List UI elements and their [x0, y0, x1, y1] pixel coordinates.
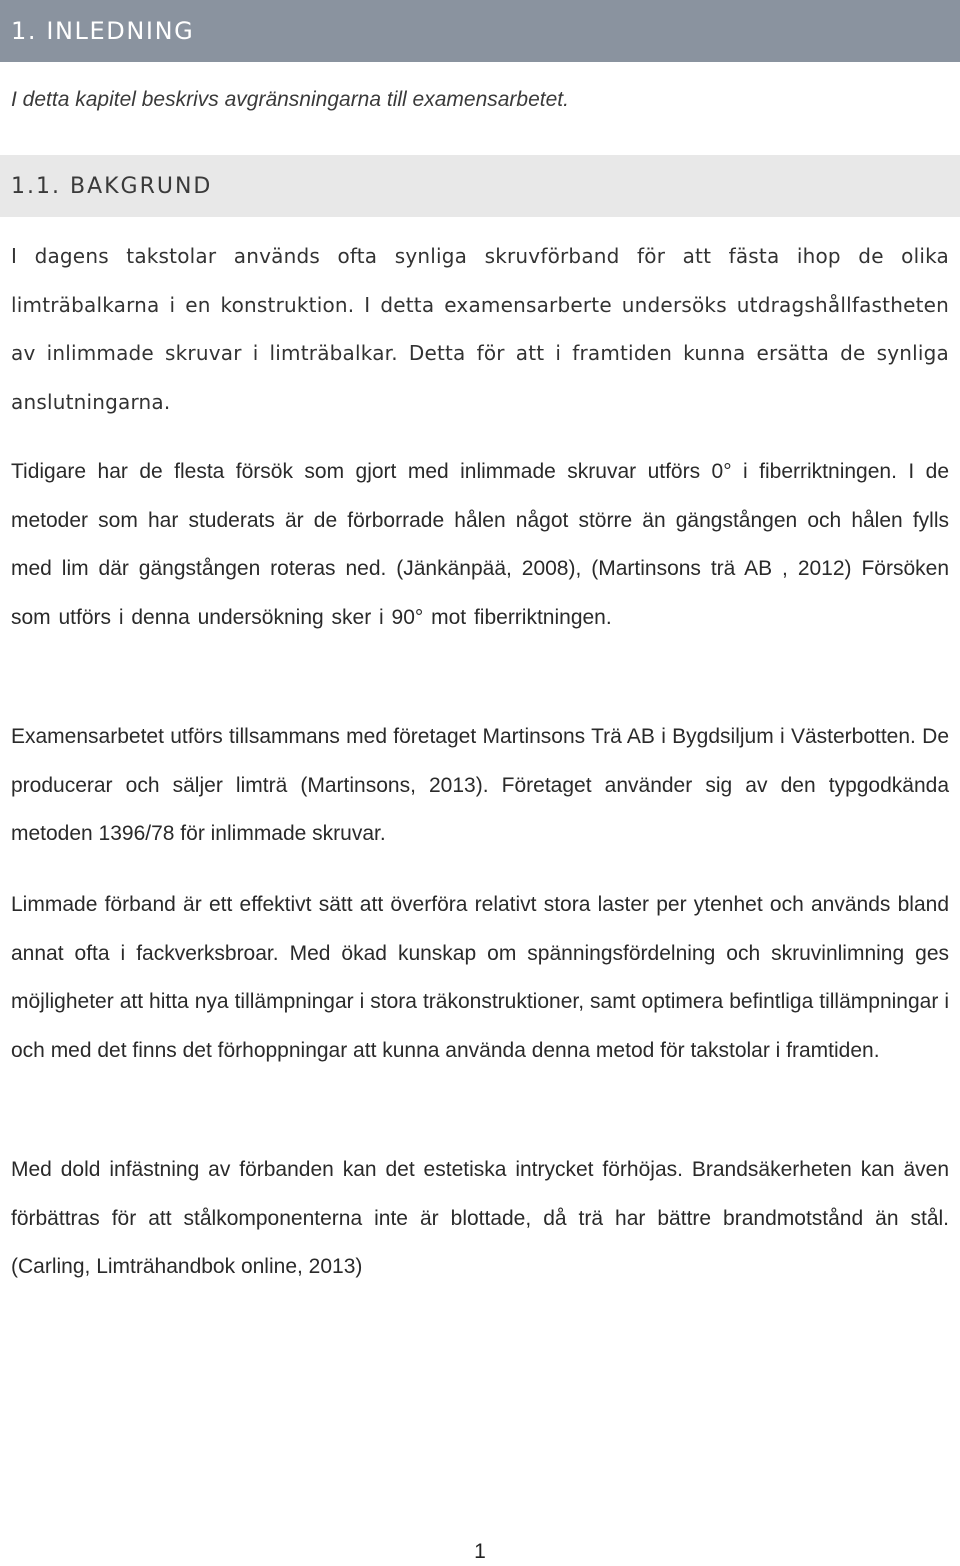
chapter-heading-bar — [0, 0, 960, 62]
paragraph-5: Med dold infästning av förbanden kan det estetiska intrycket förhöjas. Brandsäkerheten kan även förbättras för att stålkomponenterna inte är blottade, då trä har bättre brandmotstånd än stål. (Carling, Limträhandbok online, 2013) — [11, 1158, 949, 1279]
chapter-intro: I detta kapitel beskrivs avgränsningarna till examensarbetet. — [11, 88, 569, 111]
chapter-heading: 1. INLEDNING — [11, 17, 195, 45]
paragraph-3: Examensarbetet utförs tillsammans med företaget Martinsons Trä AB i Bygdsiljum i Västerbotten. De producerar och säljer limträ (Martinsons, 2013). Företaget använder sig av den typgodkända metoden 1396/78 för inlimmade skruvar. — [11, 725, 949, 846]
section-heading-bar — [0, 155, 960, 217]
section-heading: 1.1. BAKGRUND — [11, 173, 213, 199]
page-number: 1 — [474, 1540, 486, 1563]
paragraph-4: Limmade förband är ett effektivt sätt att överföra relativt stora laster per ytenhet och används bland annat ofta i fackverksbroar. Med ökad kunskap om spänningsfördelning och skruvinlimning ges möjligheter att hitta nya tillämpningar i stora träkonstruktioner, samt optimera befintliga tillämpningar i och med det finns det förhoppningar att kunna använda denna metod för takstolar i framtiden. — [11, 893, 949, 1062]
paragraph-2: Tidigare har de flesta försök som gjort med inlimmade skruvar utförs 0° i fiberriktningen. I de metoder som har studerats är de förborrade hålen något större än gängstången och hålen fylls med lim där gängstången roteras ned. (Jänkänpää, 2008), (Martinsons trä AB , 2012) Försöken som utförs i denna undersökning sker i 90° mot fiberriktningen. — [11, 460, 949, 629]
paragraph-1: I dagens takstolar används ofta synliga skruvförband för att fästa ihop de olika limträbalkarna i en konstruktion. I detta examensarberte undersöks utdragshållfastheten av inlimmade skruvar i limträbalkar. Detta för att i framtiden kunna ersätta de synliga anslutningarna. — [11, 244, 949, 414]
